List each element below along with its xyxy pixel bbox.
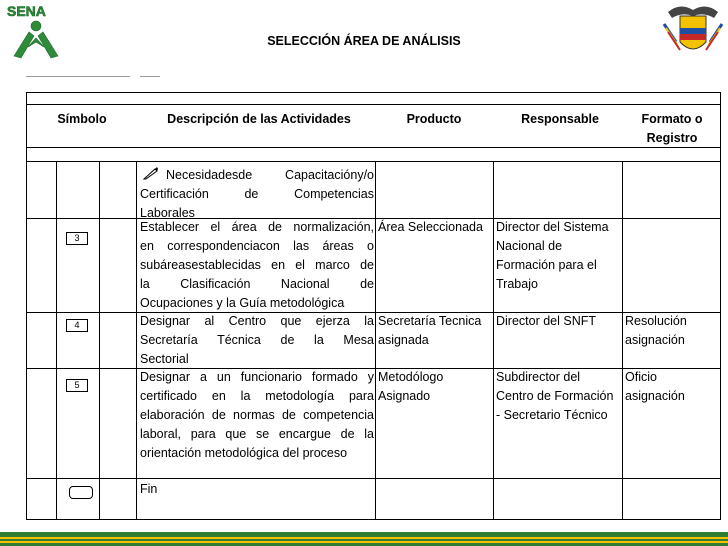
col-divider <box>56 161 57 520</box>
row-4-prod-line-2: Asignado <box>378 389 431 403</box>
row-4-resp-line-2: Centro de Formación <box>496 389 614 403</box>
row-4-desc-line-4: laboral, para que se encargue de la <box>140 427 374 441</box>
col-divider <box>375 161 376 520</box>
row-4-desc-line-2: certificado en la metodología para <box>140 389 374 403</box>
header-producto: Producto <box>406 112 462 126</box>
row-divider <box>26 147 721 148</box>
header-simbolo: Símbolo <box>57 112 107 126</box>
row-3-producto <box>378 312 496 350</box>
decor-line <box>26 76 130 77</box>
row-divider <box>26 161 721 162</box>
row-4-desc-line-3: elaboración de normas de competencia <box>140 408 374 422</box>
row-4-formato <box>625 368 719 406</box>
row-divider <box>26 104 721 105</box>
row-1-desc-line-3: Laborales <box>140 206 195 220</box>
step-number-badge: 3 <box>66 232 88 245</box>
row-1-desc-line-1: Necesidadesde Capacitacióny/o <box>166 168 374 182</box>
row-3-fmt-line-2: asignación <box>625 333 685 347</box>
row-3-desc-line-2: Secretaría Técnica de la Mesa <box>140 333 374 347</box>
row-2-desc-line-4: la Clasificación Nacional de <box>140 277 374 291</box>
row-1-description <box>140 166 374 223</box>
row-2-desc-line-1: Establecer el área de normalización, <box>140 220 374 234</box>
row-2-resp-line-2: Nacional de <box>496 239 563 253</box>
row-4-resp-line-1: Subdirector del <box>496 370 581 384</box>
row-divider <box>26 478 721 479</box>
row-3-formato <box>625 312 719 350</box>
row-4-description <box>140 368 374 463</box>
step-number-badge: 4 <box>66 319 88 332</box>
row-1-desc-line-2: Certificación de Competencias <box>140 187 374 201</box>
terminator-symbol <box>69 486 93 499</box>
row-4-fmt-line-1: Oficio <box>625 370 657 384</box>
sena-logo <box>4 2 68 60</box>
footer-stripe <box>0 532 728 546</box>
row-2-responsable <box>496 218 624 294</box>
row-3-resp-line-1: Director del SNFT <box>496 314 597 328</box>
col-divider <box>136 161 137 520</box>
row-4-responsable <box>496 368 624 425</box>
row-2-desc-line-3: subáreasestablecidas en el marco de <box>140 258 374 272</box>
header-formato-line-1: Formato o <box>641 112 703 126</box>
row-5-desc-line-1: Fin <box>140 482 158 496</box>
decor-line <box>140 76 160 77</box>
header-formato <box>624 110 720 148</box>
header-responsable: Responsable <box>521 112 599 126</box>
step-number-badge: 5 <box>66 379 88 392</box>
row-3-description <box>140 312 374 369</box>
row-2-producto <box>378 218 496 237</box>
row-2-desc-line-2: en correspondenciacon las áreas o <box>140 239 374 253</box>
header-descripcion: Descripción de las Actividades <box>167 112 351 126</box>
row-4-prod-line-1: Metodólogo <box>378 370 444 384</box>
row-4-resp-line-3: - Secretario Técnico <box>496 408 608 422</box>
row-2-desc-line-5: Ocupaciones y la Guía metodológica <box>140 296 345 310</box>
row-3-desc-line-3: Sectorial <box>140 352 189 366</box>
page-title: SELECCIÓN ÁREA DE ANÁLISIS <box>267 34 461 48</box>
logo-text: SENA <box>7 3 46 19</box>
row-3-prod-line-1: Secretaría Tecnica <box>378 314 482 328</box>
row-3-responsable <box>496 312 624 331</box>
row-2-resp-line-1: Director del Sistema <box>496 220 609 234</box>
col-divider <box>99 161 100 520</box>
row-4-producto <box>378 368 496 406</box>
col-divider <box>622 161 623 520</box>
row-5-description <box>140 480 374 499</box>
row-3-fmt-line-1: Resolución <box>625 314 687 328</box>
row-4-desc-line-1: Designar a un funcionario formado y <box>140 370 374 384</box>
row-3-prod-line-2: asignada <box>378 333 429 347</box>
row-2-prod-line-1: Área Seleccionada <box>378 220 483 234</box>
coat-of-arms-icon <box>660 2 726 62</box>
header-formato-line-2: Registro <box>646 131 698 145</box>
row-3-desc-line-1: Designar al Centro que ejerza la <box>140 314 374 328</box>
row-4-desc-line-5: orientación metodológica del proceso <box>140 446 348 460</box>
row-4-fmt-line-2: asignación <box>625 389 685 403</box>
row-2-description <box>140 218 374 313</box>
row-2-resp-line-4: Trabajo <box>496 277 538 291</box>
row-2-resp-line-3: Formación para el <box>496 258 597 272</box>
